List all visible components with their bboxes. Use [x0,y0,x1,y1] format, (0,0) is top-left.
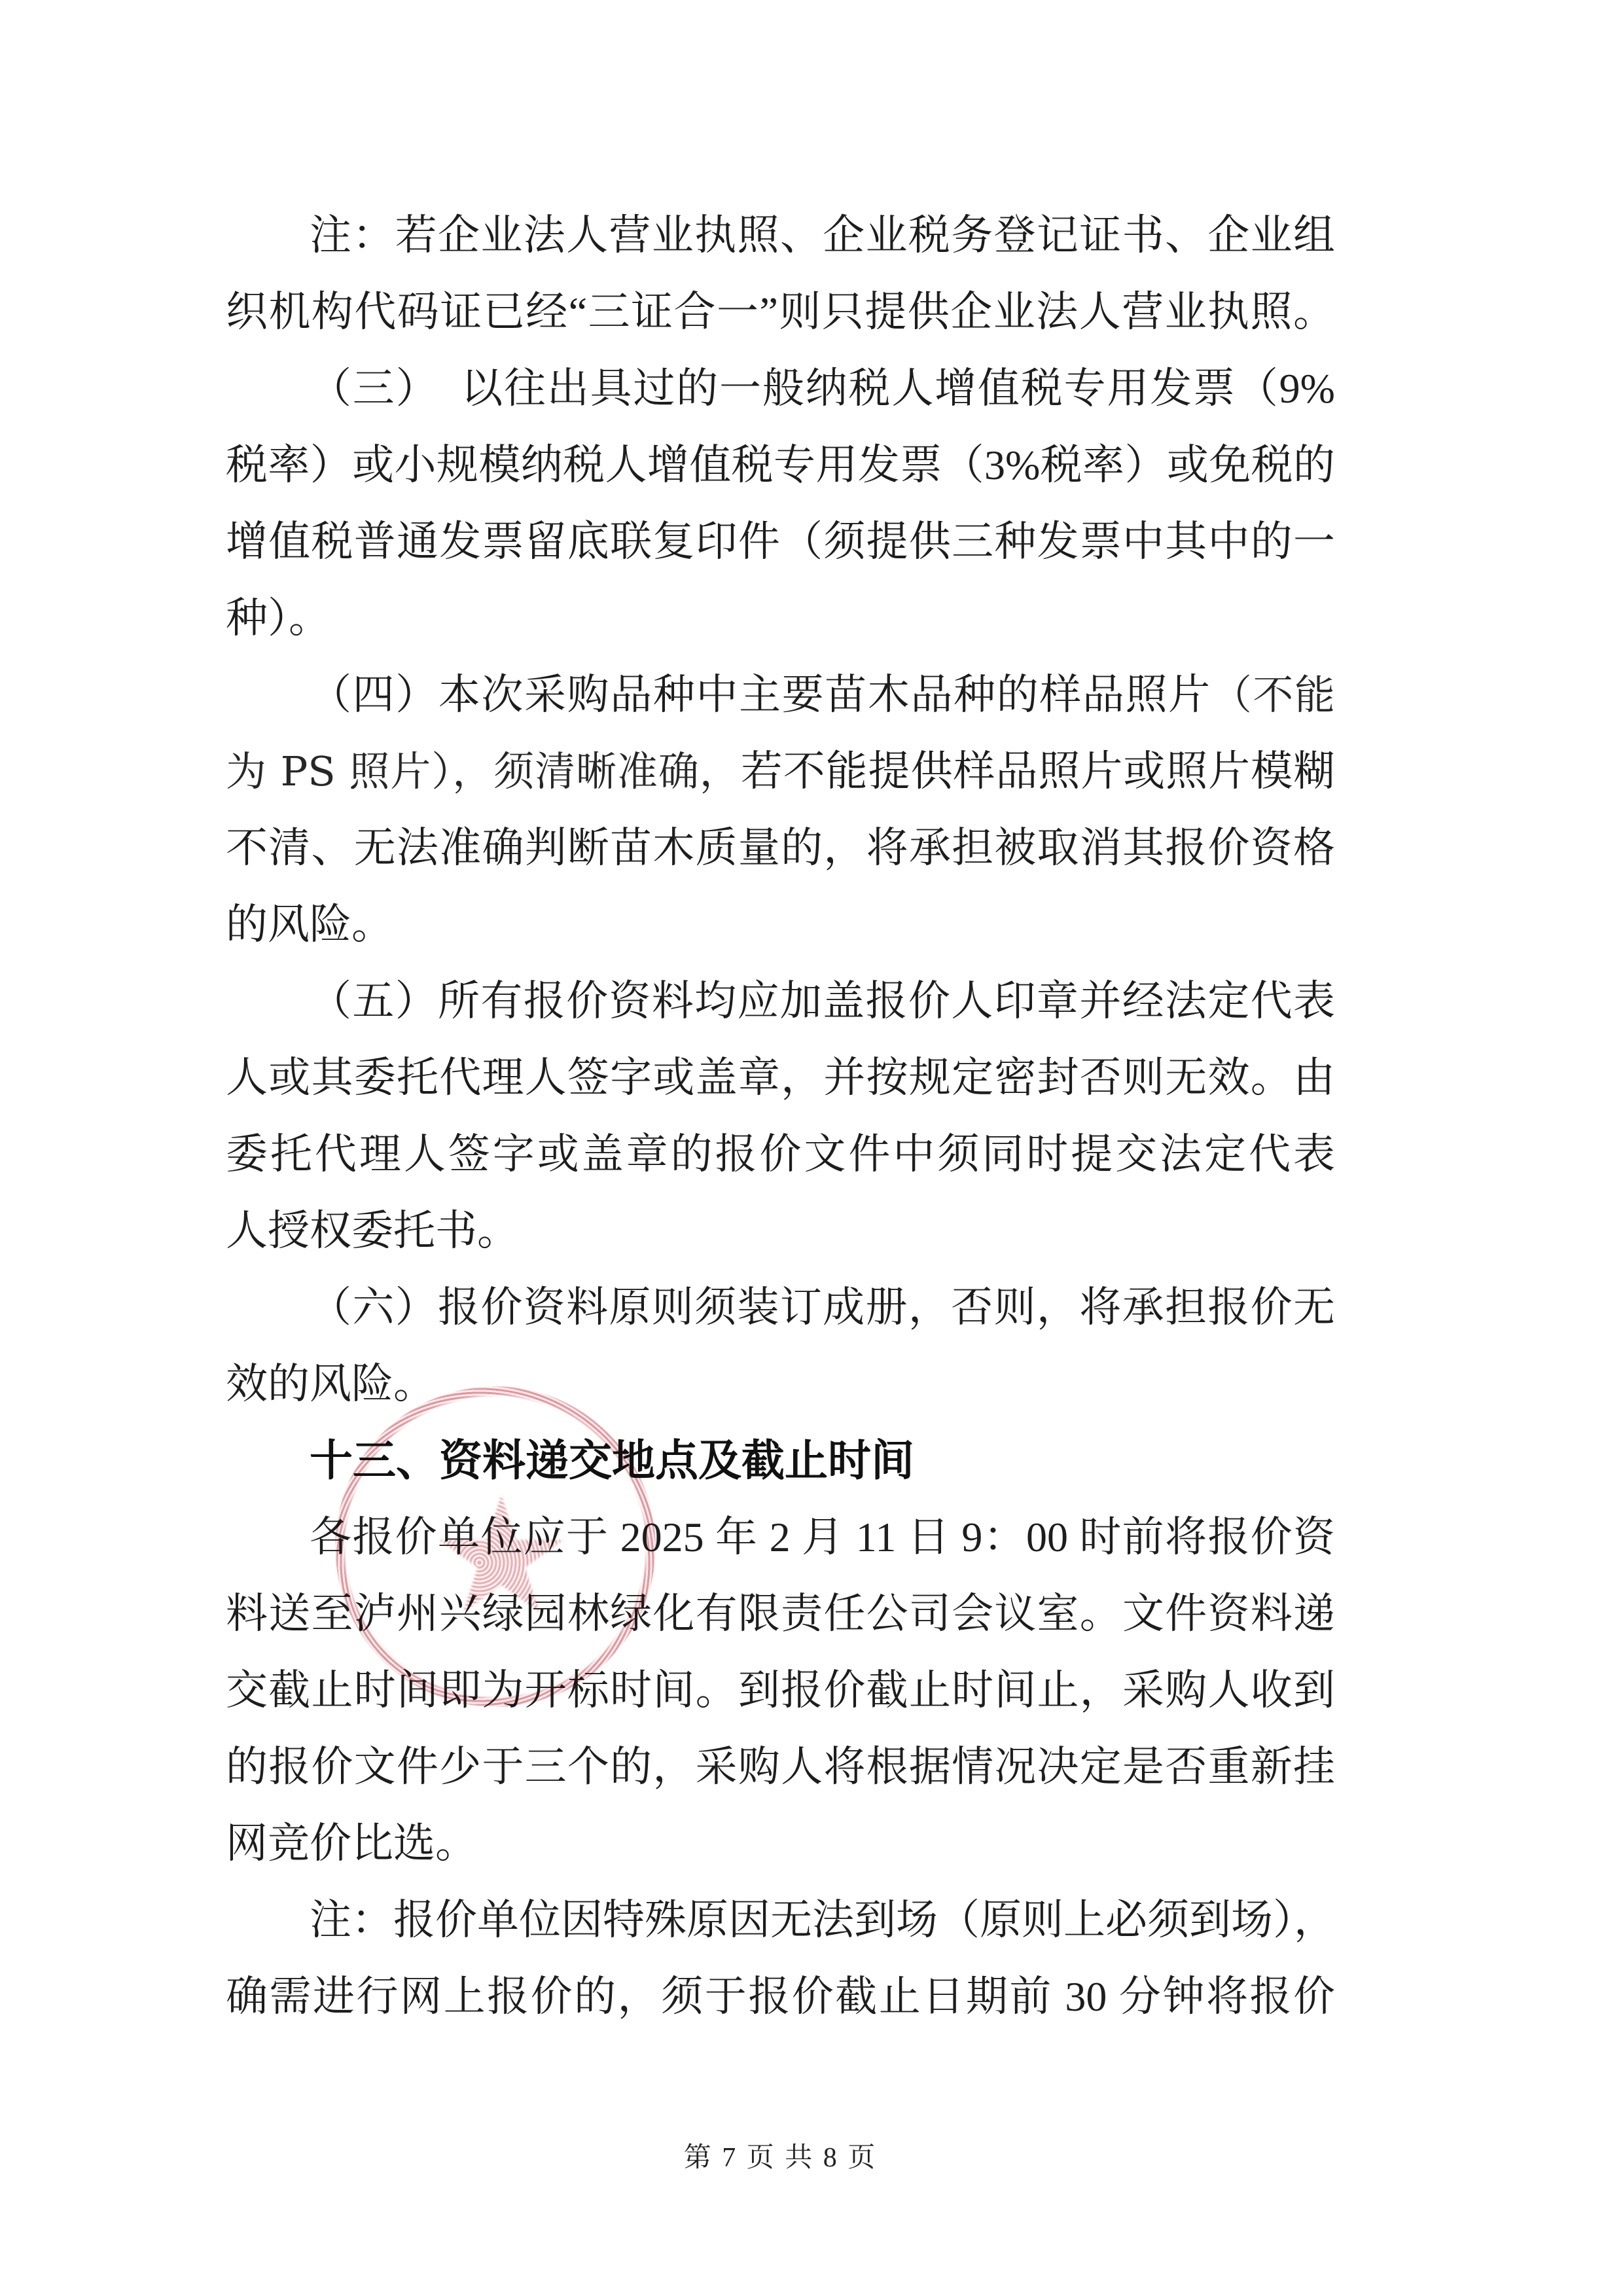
text-run: （四）本次采购品种中主要苗木品种的样品照片 [310,672,1211,718]
text-run: 确需进行网上报价的，须于报价截止日期前 30 分钟将报价 [226,1973,1335,2020]
text-run: 注：若企业法人营业执照、企业税务登记证书、企业组 [310,212,1335,259]
document-body [226,197,1335,2035]
text-run: 税率）或小规模纳税人增值税专用发票（3%税率）或免税的 [226,442,1335,488]
text-line [226,197,1335,274]
text-run: 委托代理人签字或盖章的报价文件中须同时提交法定代表 [226,1131,1335,1177]
text-run: 注：报价单位因特殊原因无法到场（原则上必须到场）， [310,1897,1336,1943]
text-run: 种）。 [226,595,330,641]
text-line [226,1729,1335,1805]
text-line [226,580,1335,656]
text-run: （三） 以往出具过的一般纳税人增值税专用发票（9% [310,365,1335,412]
text-line [226,1269,1335,1346]
text-run: （不能 [1211,671,1335,719]
text-line [226,350,1335,427]
text-line [226,503,1335,580]
text-run: 效的风险。 [226,1361,435,1407]
text-run: （五）所有报价资料均应加盖报价人印章并经法定代表 [310,978,1335,1024]
text-run: 不清、无法准确判断苗木质量的，将承担被取消其报价资格 [226,825,1335,871]
text-line [226,810,1335,886]
text-line [226,1499,1335,1575]
text-run: 为 PS 照片），须清晰准确， [226,747,741,795]
text-line [226,427,1335,503]
text-line [226,1039,1335,1116]
text-line [226,1652,1335,1729]
section-heading [226,1422,1335,1499]
text-line [226,656,1335,733]
text-line [226,1193,1335,1269]
text-run: 十三、资料递交地点及截止时间 [310,1435,914,1486]
text-line [226,963,1335,1039]
text-line [226,1882,1335,1958]
text-line [226,1575,1335,1652]
text-run: 的风险。 [226,901,393,948]
text-line [226,1805,1335,1882]
text-run: 人授权委托书。 [226,1208,519,1254]
text-line [226,733,1335,810]
footer-page-number: 第 7 页 共 8 页 [683,2143,878,2173]
text-run: 织机构代码证已经“三证合一”则只提供企业法人营业执照。 [226,289,1335,335]
text-run: （六）报价资料原则须装订成册，否则，将承担报价无 [310,1284,1335,1331]
text-run: 各报价单位应于 2025 年 2 月 11 日 9：00 时前将报价资 [310,1514,1335,1560]
text-run: 若不能提供样品照片或照片模糊 [740,748,1336,795]
text-run: 的报价文件少于三个的，采购人将根据情况决定是否重新挂 [226,1744,1335,1790]
text-run: 人或其委托代理人签字或盖章，并按规定密封否则无效。由 [226,1054,1335,1101]
text-run: 料送至泸州兴绿园林绿化有限责任公司会议室。文件资料递 [226,1590,1335,1637]
text-line [226,886,1335,963]
text-line [226,1346,1335,1422]
text-line [226,274,1335,350]
text-run: 交截止时间即为开标时间。到报价截止时间止，采购人收到 [226,1667,1335,1713]
text-line [226,1116,1335,1193]
text-run: 网竞价比选。 [226,1820,477,1867]
text-run: 增值税普通发票留底联复印件（须提供三种发票中其中的一 [226,518,1335,565]
text-line [226,1958,1335,2035]
